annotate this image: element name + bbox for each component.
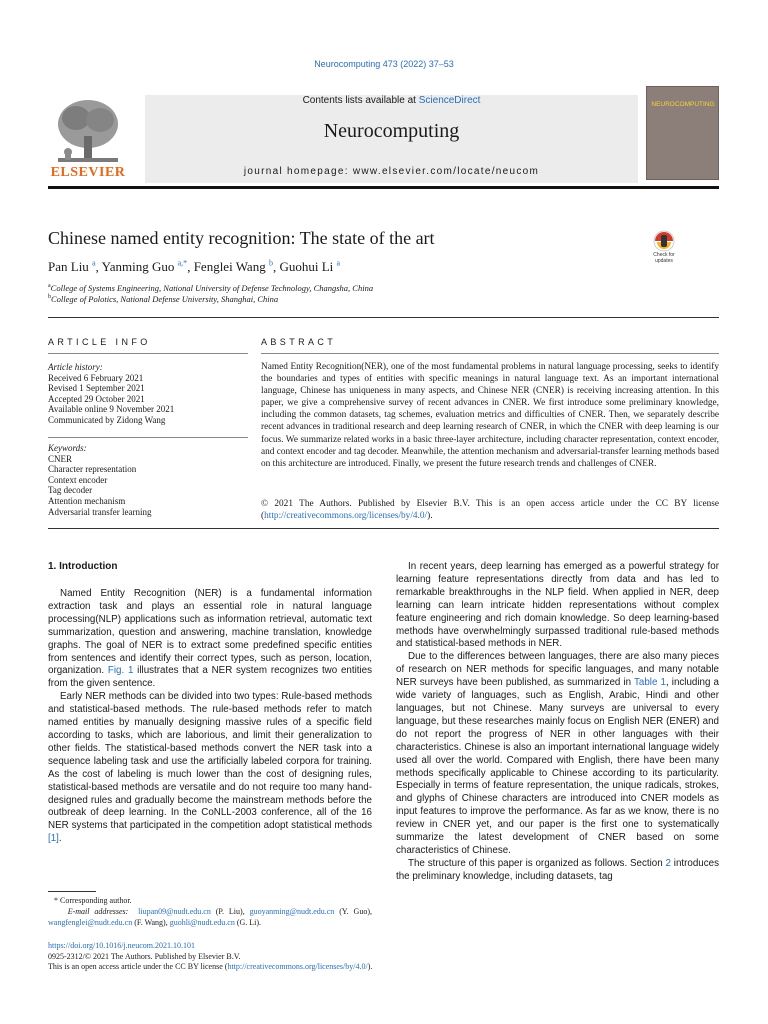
homepage-url[interactable]: www.elsevier.com/locate/neucom xyxy=(352,166,540,177)
divider xyxy=(48,353,248,354)
article-title: Chinese named entity recognition: The state of the art xyxy=(48,228,435,248)
corresponding-note: * Corresponding author. xyxy=(48,896,132,905)
paragraph: Early NER methods can be divided into two types: Rule-based methods and statistical-based methods. The rule-based methods refer to match named entities by manually designing massive rules of a specific field according to tasks, which are laborious, and limit their generalization to other fields. The statistical-based methods convert the NER task into a sequence labeling task and use the artificially labeled corpora for training. As the cost of labeling is much lower than the cost of designing rules, statistical-based methods are versatile and do not require too many hand-designed rules and gradually become the mainstream methods before the outbreak of deep learning. In the CoNLL-2003 conference, all of the 16 NER systems that participated in the competition adopt statistical methods [1]. xyxy=(48,691,372,845)
check-for-updates-badge[interactable] xyxy=(645,230,683,266)
history-item: Communicated by Zidong Wang xyxy=(48,414,166,425)
homepage-prefix: journal homepage: xyxy=(243,166,353,177)
footnote-rule xyxy=(48,891,96,892)
history-item: Available online 9 November 2021 xyxy=(48,404,175,415)
journal-cover[interactable] xyxy=(646,86,719,180)
article-info-heading: ARTICLE INFO xyxy=(48,337,151,347)
check-updates-label: Check for updates xyxy=(653,252,675,264)
author-list: Pan Liu $^a$, Yanming Guo $^{a,*}$, Fenglei Wang $^b$, Guohui Li $^a$ xyxy=(48,259,341,275)
footnotes xyxy=(48,895,372,928)
affiliation: $^b$College of Polotics, National Defense University, Shanghai, China xyxy=(48,294,279,304)
email-link[interactable]: guohli@nudt.edu.cn xyxy=(169,918,235,927)
reference-link[interactable]: [1] xyxy=(48,833,59,845)
email-link[interactable]: wangfenglei@nudt.edu.cn xyxy=(48,918,133,927)
header-rule xyxy=(48,186,719,189)
section-link[interactable]: 2 xyxy=(665,857,671,869)
history-label: Article history: xyxy=(48,362,103,372)
email-link[interactable]: liupan09@nudt.edu.cn xyxy=(138,907,211,916)
figure-link[interactable]: Fig. 1 xyxy=(107,665,134,677)
author[interactable]: Pan Liu $^a$ xyxy=(48,259,96,275)
paragraph: In recent years, deep learning has emerged as a powerful strategy for learning feature representations directly from data and has led to remarkable breakthroughs in the NLP field. When applied in NER, deep learning can learn intricate hidden representations without complex feature engineering and rich domain knowledge. So deep learning-based methods have overwhelmingly surpassed traditional rule-based methods and statistical-based methods in NER. xyxy=(396,561,719,650)
history-item: Revised 1 September 2021 xyxy=(48,383,145,394)
keyword: Adversarial transfer learning xyxy=(48,506,152,517)
author[interactable]: Fenglei Wang $^b$ xyxy=(193,259,273,275)
doi-link[interactable]: https://doi.org/10.1016/j.neucom.2021.10.101 xyxy=(48,941,195,950)
section-heading: 1. Introduction xyxy=(48,561,118,572)
journal-citation[interactable]: Neurocomputing 473 (2022) 37–53 xyxy=(314,59,454,69)
license-link[interactable]: http://creativecommons.org/licenses/by/4.0/ xyxy=(264,511,428,522)
affiliation: $^a$College of Systems Engineering, National University of Defense Technology, Changsha, China xyxy=(48,283,374,293)
contents-prefix: Contents lists available at xyxy=(302,95,419,106)
abstract-heading: ABSTRACT xyxy=(261,337,337,347)
paragraph: Due to the differences between languages, there are also many pieces of research on NER methods for specific languages, and many notable NER surveys have been published, as summarized in Table 1, including a wide variety of languages, such as English, Arabic, Hindi and other languages, but not Chinese. Many surveys are universal to every language, but these researches mainly focus on English NER (ENER) and do not report the progress of NER in other languages with their characteristics. Chinese is also an important international language widely used all over the world. Compared with English, there have been many methods specifically applicable to Chinese according to its particularity. Especially in terms of feature representation, the unique radicals, strokes, and glyphs of Chinese characters are introduced into CNER models as input features to improve the performance. As far as we know, there is no review in CNER yet, and our paper is the first one to systematically summarize the latest development of CNER based on some characteristics of Chinese. xyxy=(396,651,719,856)
keywords xyxy=(48,443,248,517)
keyword: Attention mechanism xyxy=(48,495,126,506)
divider xyxy=(48,437,248,438)
divider xyxy=(48,528,719,529)
article-history xyxy=(48,362,248,426)
history-item: Accepted 29 October 2021 xyxy=(48,393,145,404)
license-link[interactable]: http://creativecommons.org/licenses/by/4.0/ xyxy=(227,962,368,972)
keyword: Context encoder xyxy=(48,474,108,485)
paragraph: The structure of this paper is organized as follows. Section 2 introduces the preliminary knowledge, including datasets, tag xyxy=(396,857,719,882)
issn-line: 0925-2312/© 2021 The Authors. Published by Elsevier B.V. xyxy=(48,951,241,961)
journal-homepage xyxy=(145,166,638,177)
keyword: CNER xyxy=(48,453,73,464)
email-addresses: E-mail addresses: liupan09@nudt.edu.cn (P. Liu), guoyanming@nudt.edu.cn (Y. Guo), wangfenglei@nudt.edu.cn (F. Wang), guohli@nudt.edu.cn (G. Li). xyxy=(48,907,372,927)
author[interactable]: Guohui Li $^a$ xyxy=(279,259,341,275)
elsevier-wordmark: ELSEVIER xyxy=(50,165,126,180)
sciencedirect-link[interactable]: ScienceDirect xyxy=(418,95,481,106)
page-footer xyxy=(48,941,548,973)
keyword: Character representation xyxy=(48,464,137,475)
contents-line xyxy=(145,95,638,106)
body-column-left xyxy=(48,588,372,846)
history-item: Received 6 February 2021 xyxy=(48,372,144,383)
abstract-body: Named Entity Recognition(NER), one of the most fundamental problems in natural language processing, seeks to identify the boundaries and types of entities with specific meanings in natural language text. As an important international language, Chinese has uniqueness in many aspects, and Chinese NER (CNER) is receiving increasing attention. In this paper, we give a comprehensive survey of recent advances in CNER. We first introduce some preliminary knowledge, including the common datasets, tag schemes, evaluation metrics and difficulties of CNER. Then, we separately describe recent advances in traditional research and deep learning research of CNER, in which the CNER with deep learning is our focus. We summarize related works in a basic three-layer architecture, including character representation, context encoder, and context encoder and tag decoder. Meanwhile, the attention mechanism and adversarial-transfer learning methods based on this architecture are introduced. Finally, we present the future research trends and challenges of CNER. xyxy=(261,362,719,469)
divider xyxy=(261,353,719,354)
email-link[interactable]: guoyanming@nudt.edu.cn xyxy=(249,907,335,916)
divider xyxy=(48,317,719,318)
author[interactable]: Yanming Guo $^{a,*}$ xyxy=(101,259,188,275)
license-line: This is an open access article under the CC BY license (http://creativecommons.org/licenses/by/4.0/). xyxy=(48,962,373,972)
paragraph: Named Entity Recognition (NER) is a fundamental information extraction task and plays an essential role in natural language processing(NLP) applications such as information retrieval, automatic text summarization, question and answering, machine translation, knowledge graphs. The goal of NER is to extract some predefined specific entities from sentences and identify their correct types, such as person, location, organization. Fig. 1 illustrates that a NER system recognizes two entities from the given sentence. xyxy=(48,588,372,690)
keywords-label: Keywords: xyxy=(48,443,87,453)
body-column-right xyxy=(396,561,719,884)
abstract-copyright: © 2021 The Authors. Published by Elsevier B.V. This is an open access article under the CC BY license (http://creativecommons.org/licenses/by/4.0/). xyxy=(261,499,719,522)
keyword: Tag decoder xyxy=(48,485,93,496)
table-link[interactable]: Table 1 xyxy=(634,677,666,689)
journal-name: Neurocomputing xyxy=(323,120,460,142)
cover-title: NEUROCOMPUTING xyxy=(651,101,715,108)
check-updates-icon xyxy=(645,230,683,252)
